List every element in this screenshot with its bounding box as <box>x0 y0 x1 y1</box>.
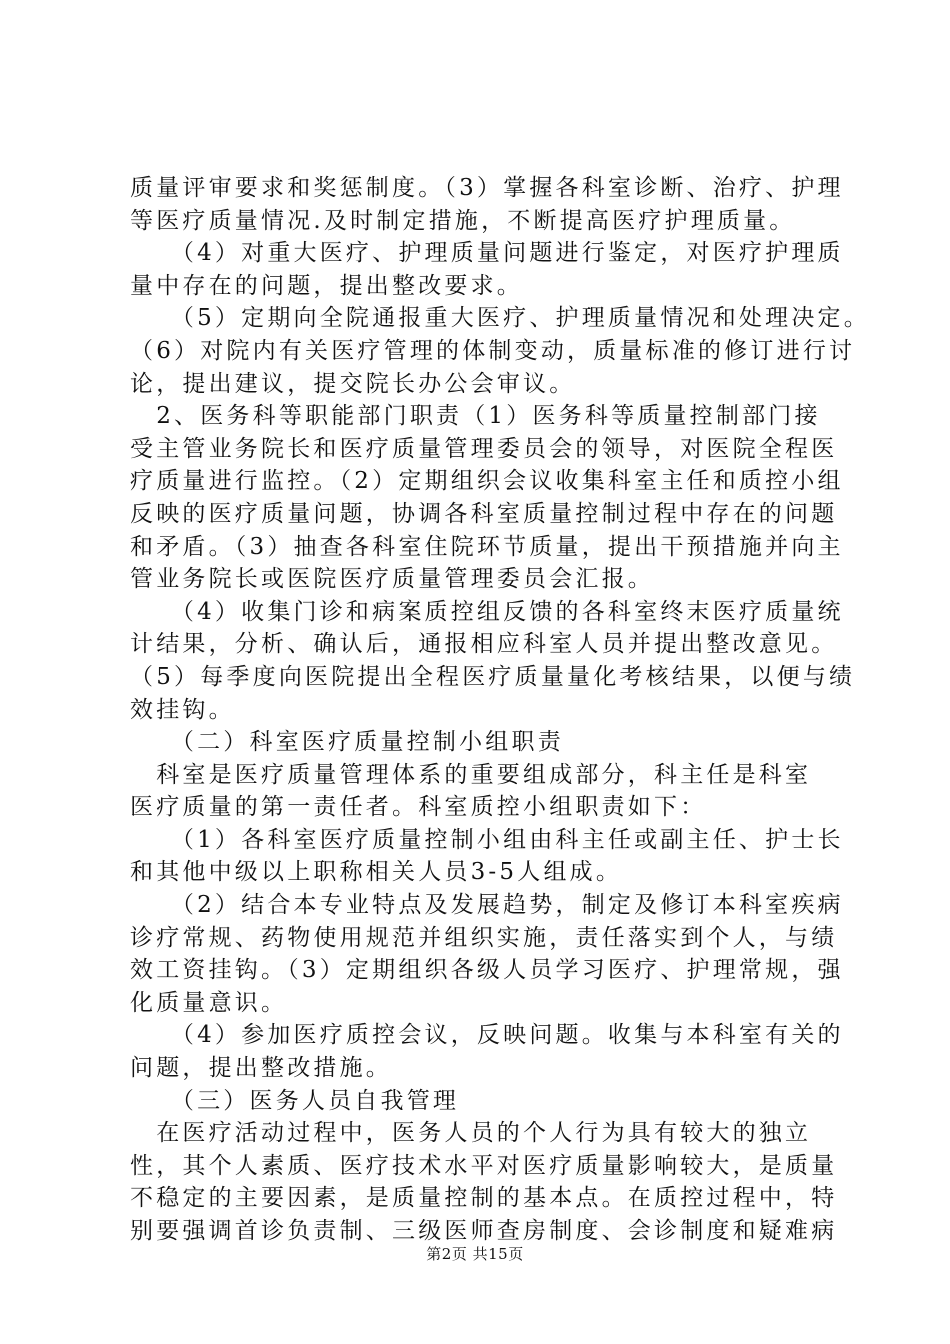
text-line: （4）收集门诊和病案质控组反馈的各科室终末医疗质量统 <box>130 598 844 625</box>
text-line: 质量评审要求和奖惩制度。（3）掌握各科室诊断、治疗、护理 <box>130 175 844 201</box>
text-line: 疗质量进行监控。（2）定期组织会议收集科室主任和质控小组 <box>130 468 844 495</box>
text-line: 论，提出建议，提交院长办公会审议。 <box>130 370 576 397</box>
page-number-footer: 第2页 共15页 <box>426 1245 524 1263</box>
text-line: 和其他中级以上职称相关人员3-5人组成。 <box>130 859 623 886</box>
text-line: （1）各科室医疗质量控制小组由科主任或副主任、护士长 <box>130 826 844 853</box>
text-line: （2）结合本专业特点及发展趋势，制定及修订本科室疾病 <box>130 892 844 919</box>
section-heading: （三）医务人员自我管理 <box>130 1087 460 1114</box>
text-line: 和矛盾。（3）抽查各科室住院环节质量，提出干预措施并向主 <box>130 533 844 560</box>
text-line: 等医疗质量情况.及时制定措施，不断提高医疗护理质量。 <box>130 207 796 234</box>
text-line: 别要强调首诊负责制、三级医师查房制度、会诊制度和疑难病 <box>130 1218 838 1244</box>
text-line: （6）对院内有关医疗管理的体制变动，质量标准的修订进行讨 <box>130 337 856 364</box>
text-line: 在医疗活动过程中，医务人员的个人行为具有较大的独立 <box>130 1120 812 1147</box>
text-line: 受主管业务院长和医疗质量管理委员会的领导，对医院全程医 <box>130 435 838 462</box>
section-heading: （二）科室医疗质量控制小组职责 <box>130 729 564 756</box>
text-line: 化质量意识。 <box>130 989 288 1016</box>
text-line: 医疗质量的第一责任者。科室质控小组职责如下： <box>130 794 707 821</box>
text-line: 效工资挂钩。（3）定期组织各级人员学习医疗、护理常规，强 <box>130 957 844 984</box>
text-line: 管业务院长或医院医疗质量管理委员会汇报。 <box>130 566 654 593</box>
text-line: 反映的医疗质量问题，协调各科室质量控制过程中存在的问题 <box>130 500 838 527</box>
text-line: 科室是医疗质量管理体系的重要组成部分，科主任是科室 <box>130 761 812 788</box>
text-line: （5）定期向全院通报重大医疗、护理质量情况和处理决定。 <box>130 305 870 332</box>
text-line: 2、医务科等职能部门职责（1）医务科等质量控制部门接 <box>130 403 821 430</box>
text-line: 不稳定的主要因素，是质量控制的基本点。在质控过程中，特 <box>130 1185 838 1212</box>
text-line: 性，其个人素质、医疗技术水平对医疗质量影响较大，是质量 <box>130 1152 838 1179</box>
text-line: 问题，提出整改措施。 <box>130 1055 392 1082</box>
text-line: 量中存在的问题，提出整改要求。 <box>130 272 523 299</box>
text-line: 计结果，分析、确认后，通报相应科室人员并提出整改意见。 <box>130 631 838 658</box>
text-line: （4）参加医疗质控会议，反映问题。收集与本科室有关的 <box>130 1022 844 1049</box>
text-line: （4）对重大医疗、护理质量问题进行鉴定，对医疗护理质 <box>130 240 844 267</box>
document-body <box>130 172 870 1248</box>
text-line: 效挂钩。 <box>130 696 235 723</box>
text-line: 诊疗常规、药物使用规范并组织实施，责任落实到个人，与绩 <box>130 924 838 951</box>
text-line: （5）每季度向医院提出全程医疗质量量化考核结果，以便与绩 <box>130 663 856 690</box>
